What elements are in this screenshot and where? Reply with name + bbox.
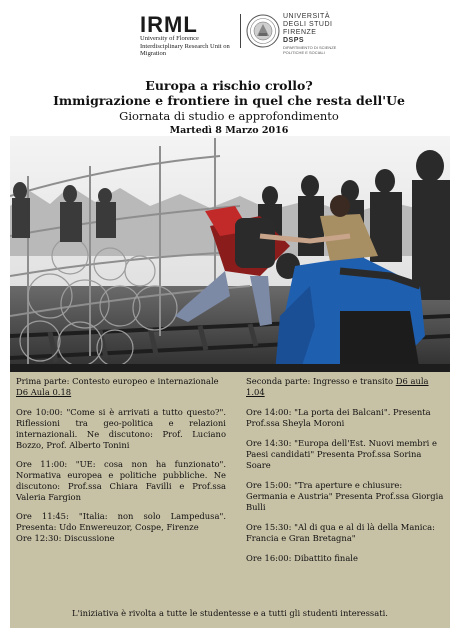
irml-line-1: University of Florence [140, 35, 199, 42]
footer-note: L'iniziativa è rivolta a tutte le studentesse e a tutti gli studenti interessati. [10, 606, 450, 628]
part-two-room: D6 aula 1.04 [246, 376, 429, 397]
unifi-dept-full: DIPARTIMENTO DI SCIENZE POLITICHE E SOCIALI [283, 45, 337, 55]
program-item: Ore 15:00: "Tra aperture e chiusure: Germania e Austria" Presenta Prof.ssa Giorgia Bulli [246, 480, 444, 512]
logo-divider [240, 14, 241, 48]
event-subtitle: Giornata di studio e approfondimento [119, 109, 339, 123]
program-part-one [16, 376, 226, 544]
irml-logo-text [140, 35, 240, 58]
unifi-line-2: DEGLI STUDI [283, 21, 333, 28]
event-title-line-1: Europa a rischio crollo? [145, 78, 313, 93]
event-date: Martedì 8 Marzo 2016 [169, 125, 289, 136]
part-two-heading-text: Seconda parte: Ingresso e transito [246, 376, 396, 386]
unifi-line-3: FIRENZE [283, 29, 317, 36]
event-title-line-2: Immigrazione e frontiere in quel che resta dell'Ue [53, 93, 405, 108]
irml-logo [140, 12, 240, 57]
part-two-heading [246, 376, 446, 398]
photo-illustration [10, 136, 450, 372]
part-one-heading [16, 376, 226, 398]
program-item: Ore 11:00: "UE: cosa non ha funzionato". Normativa europea e politiche pubbliche. Ne discutono: Prof.ssa Chiara Favilli e Prof.ssa Valeria Fargion [16, 459, 226, 502]
program-item: Ore 16:00: Dibattito finale [246, 553, 358, 563]
program-item-discussion: Ore 12:30: Discussione [16, 533, 115, 543]
program-panel [10, 372, 450, 606]
program-part-two [246, 376, 446, 573]
logo-bar [0, 12, 458, 57]
part-one-heading-text: Prima parte: Contesto europeo e internazionale [16, 376, 219, 386]
university-seal-icon [246, 14, 280, 48]
university-name [283, 13, 343, 55]
border-fence-photo [10, 136, 450, 372]
program-item: Ore 11:45: "Italia: non solo Lampedusa". Presenta: Udo Enwereuzor, Cospe, Firenze [16, 511, 226, 532]
program-item: Ore 10:00: "Come si è arrivati a tutto questo?". Riflessioni tra geo-politica e relazioni internazionali. Ne discutono: Prof. Luciano Bozzo, Prof. Alberto Tonini [16, 407, 226, 450]
program-item: Ore 14:30: "Europa dell'Est. Nuovi membri e Paesi candidati" Presenta Prof.ssa Sorina Soare [246, 438, 437, 470]
irml-logo-mark: IRML [140, 12, 198, 37]
irml-line-2: Interdisciplinary Research Unit on Migration [140, 42, 230, 57]
program-item: Ore 14:00: "La porta dei Balcani". Presenta Prof.ssa Sheyla Moroni [246, 407, 431, 428]
unifi-line-1: UNIVERSITÀ [283, 13, 331, 20]
part-one-room: D6 Aula 0.18 [16, 387, 72, 397]
program-item: Ore 15:30: "Al di qua e al di là della Manica: Francia e Gran Bretagna" [246, 522, 435, 543]
unifi-dept: DSPS [283, 37, 305, 44]
